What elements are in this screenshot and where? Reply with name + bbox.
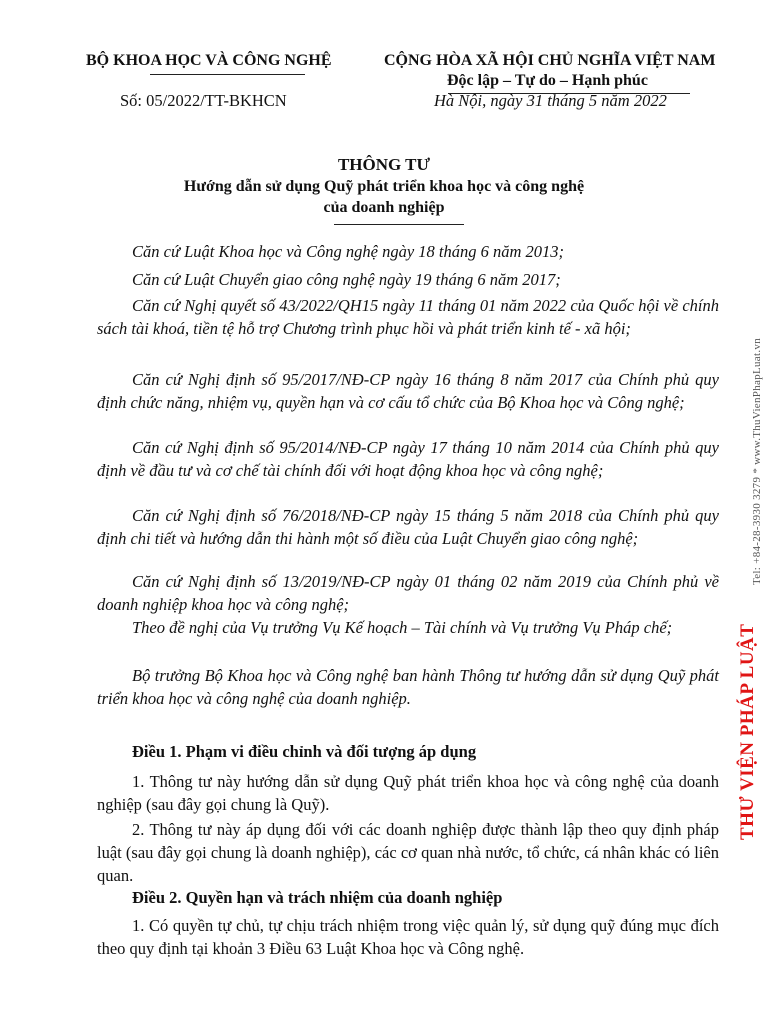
watermark-contact-text: Tel: +84-28-3930 3279 * www.ThuVienPhapLuat.vn xyxy=(751,338,763,585)
preamble-item: Bộ trưởng Bộ Khoa học và Công nghệ ban hành Thông tư hướng dẫn sử dụng Quỹ phát triển khoa học và công nghệ của doanh nghiệp. xyxy=(97,666,719,708)
article-1-heading: Điều 1. Phạm vi điều chỉnh và đối tượng áp dụng xyxy=(132,742,477,761)
watermark-brand-text: THƯ VIỆN PHÁP LUẬT xyxy=(737,623,758,840)
national-motto: Độc lập – Tự do – Hạnh phúc xyxy=(447,72,648,89)
watermark-brand xyxy=(737,624,759,840)
title-underline xyxy=(334,224,464,225)
watermark-sidebar xyxy=(735,240,768,860)
watermark-contact xyxy=(747,338,765,585)
article-1-clause-2: 2. Thông tư này áp dụng đối với các doanh nghiệp được thành lập theo quy định pháp luật (sau đây gọi chung là doanh nghiệp), các cơ quan nhà nước, tổ chức, cá nhân khác có liên quan. xyxy=(97,820,719,885)
preamble-item: Căn cứ Nghị quyết số 43/2022/QH15 ngày 11 tháng 01 năm 2022 của Quốc hội về chính sách tài khoá, tiền tệ hỗ trợ Chương trình phục hồi và phát triển kinh tế - xã hội; xyxy=(97,296,719,338)
place-date: Hà Nội, ngày 31 tháng 5 năm 2022 xyxy=(434,91,667,110)
issuing-ministry: BỘ KHOA HỌC VÀ CÔNG NGHỆ xyxy=(86,52,332,69)
document-number: Số: 05/2022/TT-BKHCN xyxy=(120,91,287,110)
preamble-item: Theo đề nghị của Vụ trưởng Vụ Kế hoạch – Tài chính và Vụ trưởng Vụ Pháp chế; xyxy=(132,618,673,637)
article-2-heading: Điều 2. Quyền hạn và trách nhiệm của doanh nghiệp xyxy=(132,888,503,907)
preamble-item: Căn cứ Nghị định số 76/2018/NĐ-CP ngày 15 tháng 5 năm 2018 của Chính phủ quy định chi tiết và hướng dẫn thi hành một số điều của Luật Chuyển giao công nghệ; xyxy=(97,506,719,548)
preamble-item: Căn cứ Nghị định số 13/2019/NĐ-CP ngày 01 tháng 02 năm 2019 của Chính phủ về doanh nghiệp khoa học và công nghệ; xyxy=(97,572,719,614)
document-title-line2: của doanh nghiệp xyxy=(323,199,445,216)
document-type: THÔNG TƯ xyxy=(337,155,431,174)
document-title-line1: Hướng dẫn sử dụng Quỹ phát triển khoa học và công nghệ xyxy=(183,178,585,195)
preamble-item: Căn cứ Nghị định số 95/2017/NĐ-CP ngày 16 tháng 8 năm 2017 của Chính phủ quy định chức năng, nhiệm vụ, quyền hạn và cơ cấu tổ chức của Bộ Khoa học và Công nghệ; xyxy=(97,370,719,412)
republic-name: CỘNG HÒA XÃ HỘI CHỦ NGHĨA VIỆT NAM xyxy=(384,52,716,69)
article-1-clause-1: 1. Thông tư này hướng dẫn sử dụng Quỹ phát triển khoa học và công nghệ của doanh nghiệp (sau đây gọi chung là Quỹ). xyxy=(97,772,719,814)
preamble-item: Căn cứ Luật Chuyển giao công nghệ ngày 19 tháng 6 năm 2017; xyxy=(132,270,561,289)
preamble-item: Căn cứ Nghị định số 95/2014/NĐ-CP ngày 17 tháng 10 năm 2014 của Chính phủ quy định về đầu tư và cơ chế tài chính đối với hoạt động khoa học và công nghệ; xyxy=(97,438,719,480)
ministry-underline xyxy=(150,74,305,75)
preamble-item: Căn cứ Luật Khoa học và Công nghệ ngày 18 tháng 6 năm 2013; xyxy=(132,242,565,261)
article-2-clause-1: 1. Có quyền tự chủ, tự chịu trách nhiệm trong việc quản lý, sử dụng quỹ đúng mục đích theo quy định tại khoản 3 Điều 63 Luật Khoa học và Công nghệ. xyxy=(97,916,719,958)
